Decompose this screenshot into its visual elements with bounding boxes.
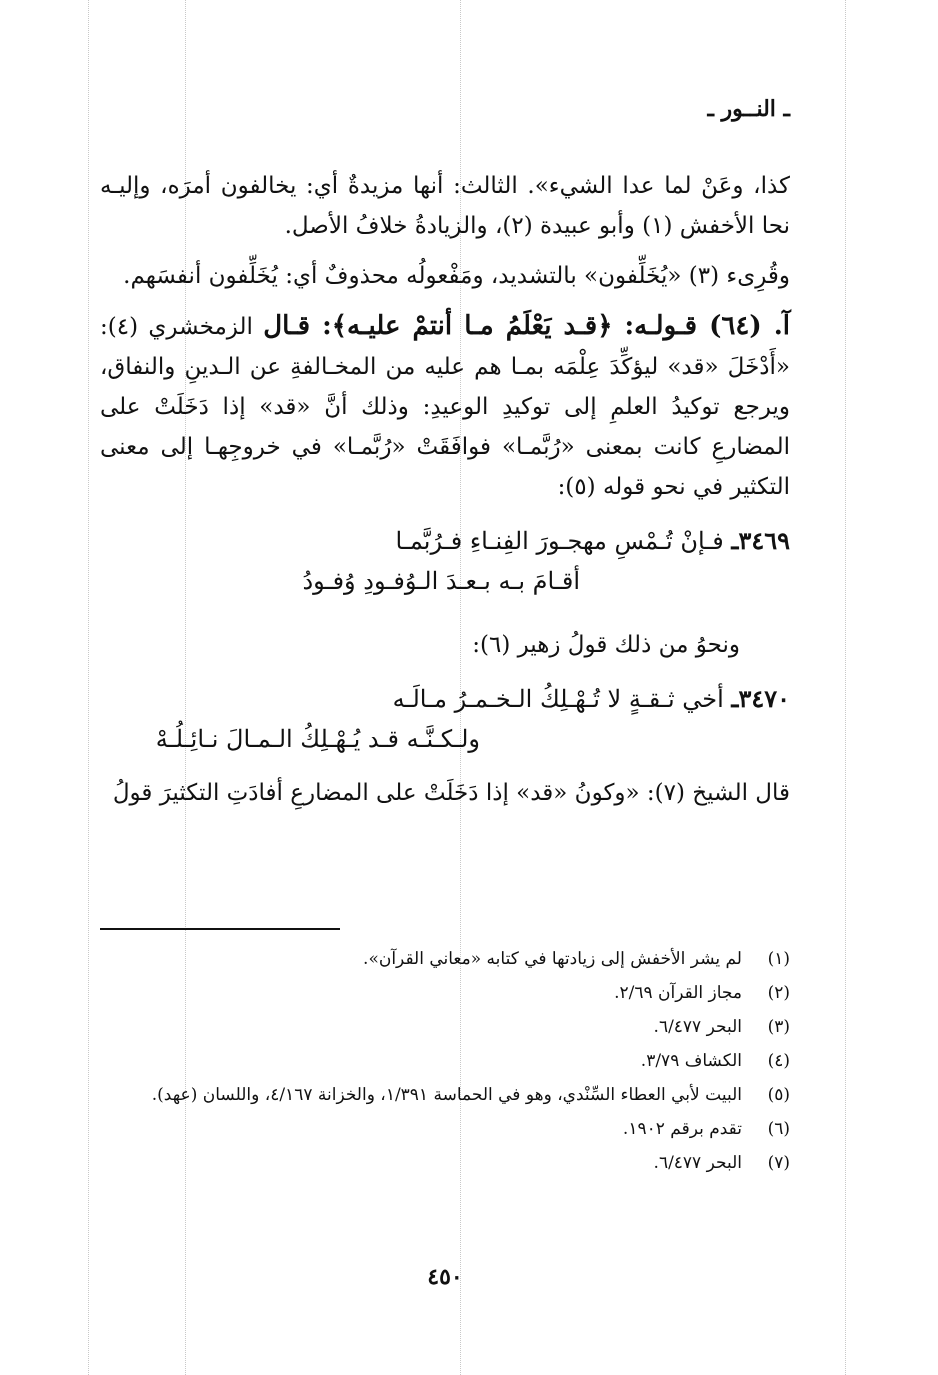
footnote-text: مجاز القرآن ٢/٦٩.: [614, 983, 742, 1003]
footnote-text: تقدم برقم ١٩٠٢.: [622, 1119, 742, 1139]
footnote-text: الكشاف ٣/٧٩.: [640, 1051, 742, 1071]
poetry-verse: [100, 521, 790, 601]
footnote-number: (٣): [767, 1017, 790, 1037]
footnote-number: (٢): [767, 983, 790, 1003]
paragraph-body: الزمخشري (٤): «أَدْخَلَ «قد» ليؤكِّدَ عِلْمَه بمـا هم عليه من المخـالفةِ عن الـدينِ والنفاق، ويرجع توكيدُ العلمِ إلى توكيدِ الوعيدِ: وذلك أنَّ «قد» إذا دَخَلَتْ على المضارعِ كانت بمعنى «رُبَّمـا» فوافَقَتْ «رُبَّمـا» في خروجِهـا إلى معنى التكثير في نحو قوله (٥):: [100, 314, 790, 500]
poetry-verse: [100, 679, 790, 759]
footnote: [100, 1044, 790, 1078]
footnote: [100, 942, 790, 976]
footnote: [100, 1078, 790, 1112]
footnote-number: (٥): [767, 1085, 790, 1105]
footnote-number: (٦): [767, 1119, 790, 1139]
verse-heading: آ. (٦٤) قـولـه: ﴿قـد يَعْلَمُ مـا أنتمْ عليـه﴾: قـال: [263, 311, 791, 341]
paragraph: وقُرِىء (٣) «يُخَلِّفون» بالتشديد، ومَفْعولُه محذوفٌ أي: يُخَلِّفون أنفسَهم.: [123, 263, 790, 289]
main-text: [100, 166, 790, 823]
footnote-number: (٤): [767, 1051, 790, 1071]
paragraph: كذا، وعَنْ لما عدا الشيء». الثالث: أنها مزيدةٌ أي: يخالفون أمرَه، وإليـه نحا الأخفش (١) وأبو عبيدة (٢)، والزيادةُ خلافُ الأصل.: [100, 173, 790, 239]
paragraph: ونحوُ من ذلك قولُ زهير (٦):: [472, 632, 740, 658]
footnote-text: لم يشر الأخفش إلى زيادتها في كتابه «معاني القرآن».: [363, 949, 742, 969]
verse-second-hemistich: أقـامَ بـه بـعـدَ الـوُفـودِ وُفـودُ: [302, 567, 580, 595]
verse-first-hemistich: أخي ثـقـةٍ لا تُـهْـلِكُ الـخـمـرُ مـالَـه: [392, 685, 724, 713]
verse-second-hemistich: ولـكـنَّـه قـد يُـهْـلِكُ الـمـالَ نـائِـلُـهْ: [155, 725, 480, 753]
verse-number: ٣٤٦٩ـ: [731, 526, 790, 555]
footnote-text: البيت لأبي العطاء السِّنْدي، وهو في الحماسة ١/٣٩١، والخزانة ٤/١٦٧، واللسان (عهد).: [151, 1085, 742, 1105]
footnote-separator: [100, 928, 340, 930]
margin-guide: [845, 0, 846, 1375]
margin-guide: [88, 0, 89, 1375]
running-header: ـ النــور ـ: [707, 96, 790, 122]
footnote: [100, 976, 790, 1010]
verse-number: ٣٤٧٠ـ: [731, 684, 790, 713]
footnotes: [100, 942, 790, 1180]
verse-commentary: [100, 306, 790, 507]
footnote-text: البحر ٦/٤٧٧.: [653, 1153, 742, 1173]
footnote-number: (١): [767, 949, 790, 969]
paragraph: قال الشيخ (٧): «وكونُ «قد» إذا دَخَلَتْ على المضارعِ أفادَتِ التكثيرَ قولُ: [112, 780, 790, 806]
page-number: ٤٥٠: [427, 1264, 463, 1290]
footnote: [100, 1112, 790, 1146]
footnote: [100, 1010, 790, 1044]
footnote-number: (٧): [767, 1153, 790, 1173]
footnote: [100, 1146, 790, 1180]
footnote-text: البحر ٦/٤٧٧.: [653, 1017, 742, 1037]
verse-first-hemistich: فـإنْ تُـمْسِ مهجـورَ الفِنـاءِ فـرُبَّمـا: [395, 527, 724, 555]
